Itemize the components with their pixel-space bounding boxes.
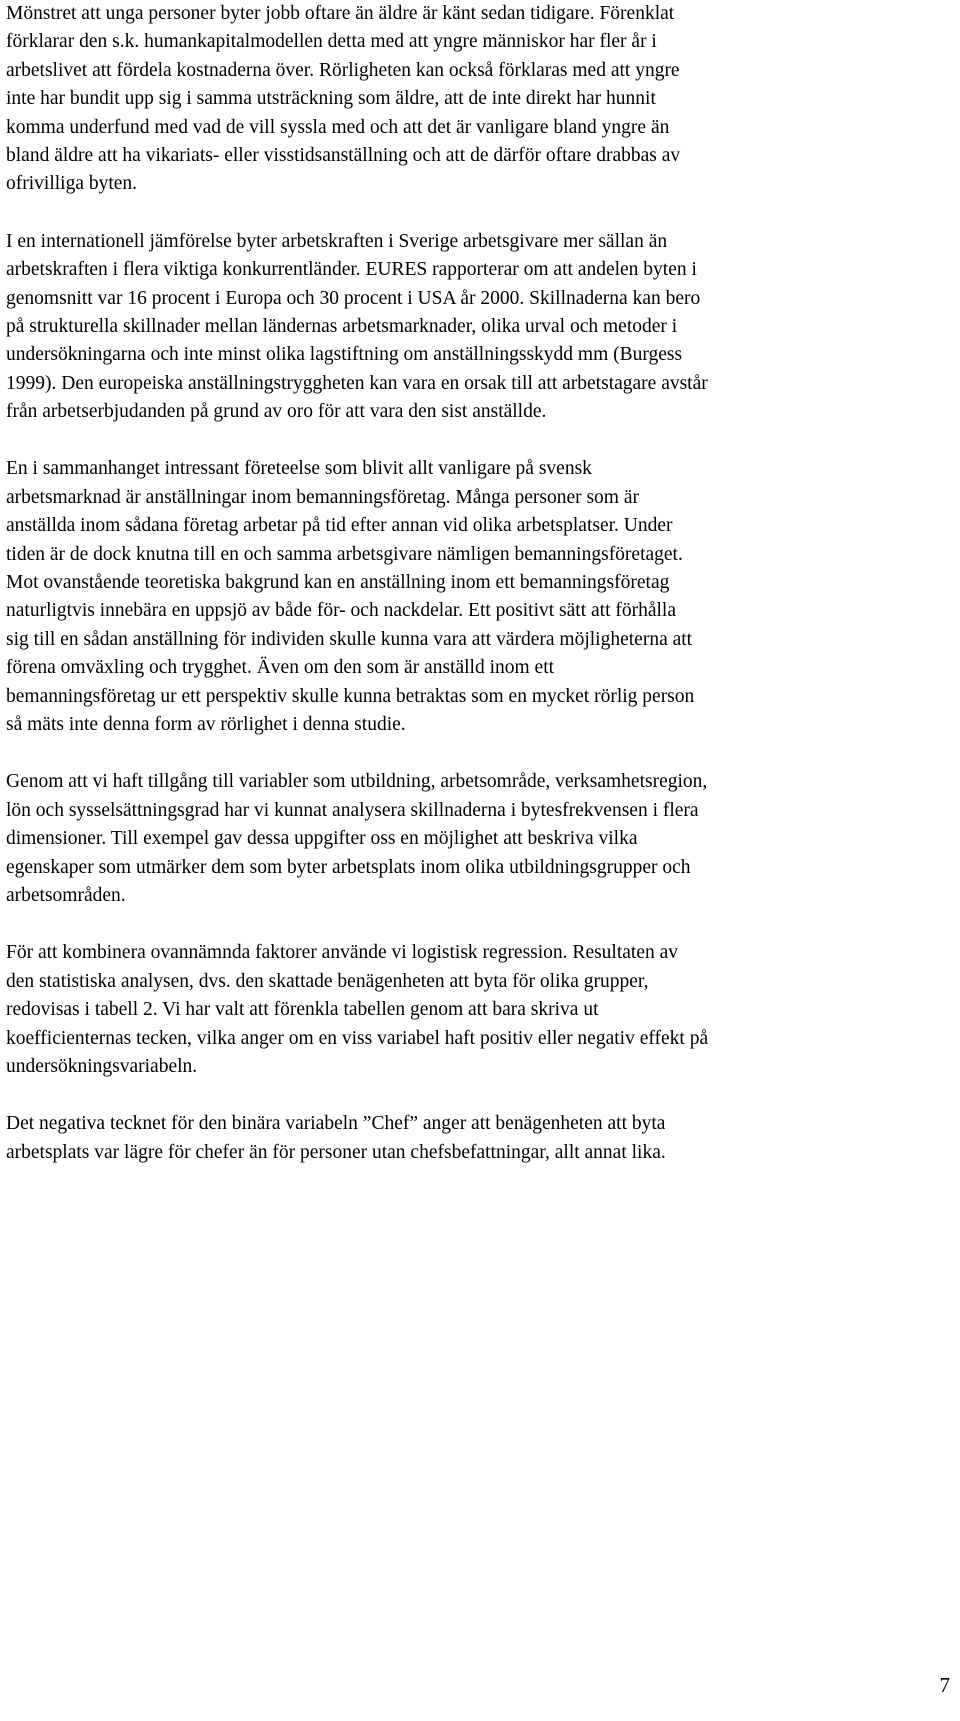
text-line: den statistiska analysen, dvs. den skattade benägenheten att byta för olika grupper,: [6, 970, 649, 992]
text-line: För att kombinera ovannämnda faktorer använde vi logistisk regression. Resultaten av: [6, 942, 679, 964]
text-line: arbetslivet att fördela kostnaderna över. Rörligheten kan också förklaras med att yngre: [6, 59, 680, 81]
text-line: Genom att vi haft tillgång till variabler som utbildning, arbetsområde, verksamhetsregion,: [6, 771, 708, 793]
text-line: Mönstret att unga personer byter jobb oftare än äldre är känt sedan tidigare. Förenklat: [6, 3, 675, 24]
text-line: så mäts inte denna form av rörlighet i denna studie.: [6, 713, 406, 735]
page-number: 7: [939, 1673, 950, 1697]
text-line: sig till en sådan anställning för individen skulle kunna vara att värdera möjligheterna att: [6, 628, 693, 650]
text-line: undersökningarna och inte minst olika lagstiftning om anställningsskydd mm (Burgess: [6, 344, 683, 366]
text-line: lön och sysselsättningsgrad har vi kunnat analysera skillnaderna i bytesfrekvensen i flera: [6, 799, 699, 821]
text-line: komma underfund med vad de vill syssla med och att det är vanligare bland yngre än: [6, 116, 670, 138]
paragraph: [6, 1110, 956, 1167]
text-line: arbetsområden.: [6, 884, 126, 906]
text-line: dimensioner. Till exempel gav dessa uppgifter oss en möjlighet att beskriva vilka: [6, 828, 638, 850]
text-line: förklarar den s.k. humankapitalmodellen detta med att yngre människor har fler år i: [6, 31, 657, 53]
text-line: anställda inom sådana företag arbetar på tid efter annan vid olika arbetsplatser. Under: [6, 515, 673, 537]
paragraph: [6, 939, 956, 1081]
text-line: En i sammanhanget intressant företeelse som blivit allt vanligare på svensk: [6, 458, 592, 480]
text-line: bland äldre att ha vikariats- eller visstidsanställning och att de därför oftare drabbas av: [6, 144, 681, 166]
paragraph: [6, 228, 956, 427]
text-line: Det negativa tecknet för den binära variabeln ”Chef” anger att benägenheten att byta: [6, 1113, 666, 1135]
text-line: 1999). Den europeiska anställningstryggheten kan vara en orsak till att arbetstagare avstår: [6, 372, 708, 394]
text-line: ofrivilliga byten.: [6, 173, 138, 195]
text-line: koefficienternas tecken, vilka anger om en viss variabel haft positiv eller negativ effekt på: [6, 1027, 709, 1049]
document-page: [6, 0, 956, 1196]
paragraph: [6, 0, 956, 199]
text-line: på strukturella skillnader mellan ländernas arbetsmarknader, olika urval och metoder i: [6, 315, 678, 337]
text-line: naturligtvis innebära en uppsjö av både för- och nackdelar. Ett positivt sätt att förhålla: [6, 600, 676, 622]
text-line: bemanningsföretag ur ett perspektiv skulle kunna betraktas som en mycket rörlig person: [6, 685, 695, 707]
text-line: arbetskraften i flera viktiga konkurrentländer. EURES rapporterar om att andelen byten i: [6, 259, 697, 281]
text-line: genomsnitt var 16 procent i Europa och 30 procent i USA år 2000. Skillnaderna kan bero: [6, 287, 701, 309]
paragraph: [6, 455, 956, 739]
text-line: tiden är de dock knutna till en och samma arbetsgivare nämligen bemanningsföretaget.: [6, 543, 683, 565]
text-line: redovisas i tabell 2. Vi har valt att förenkla tabellen genom att bara skriva ut: [6, 999, 599, 1021]
text-line: egenskaper som utmärker dem som byter arbetsplats inom olika utbildningsgrupper och: [6, 856, 691, 878]
text-line: I en internationell jämförelse byter arbetskraften i Sverige arbetsgivare mer sällan än: [6, 230, 668, 252]
paragraph: [6, 768, 956, 910]
body-text: [6, 0, 956, 1167]
text-line: inte har bundit upp sig i samma utsträckning som äldre, att de inte direkt har hunnit: [6, 88, 656, 110]
text-line: från arbetserbjudanden på grund av oro för att vara den sist anställde.: [6, 401, 547, 423]
text-line: arbetsplats var lägre för chefer än för personer utan chefsbefattningar, allt annat lika.: [6, 1141, 666, 1163]
text-line: förena omväxling och trygghet. Även om den som är anställd inom ett: [6, 657, 555, 679]
text-line: undersökningsvariabeln.: [6, 1055, 198, 1077]
text-line: arbetsmarknad är anställningar inom bemanningsföretag. Många personer som är: [6, 486, 639, 508]
text-line: Mot ovanstående teoretiska bakgrund kan en anställning inom ett bemanningsföretag: [6, 572, 670, 594]
